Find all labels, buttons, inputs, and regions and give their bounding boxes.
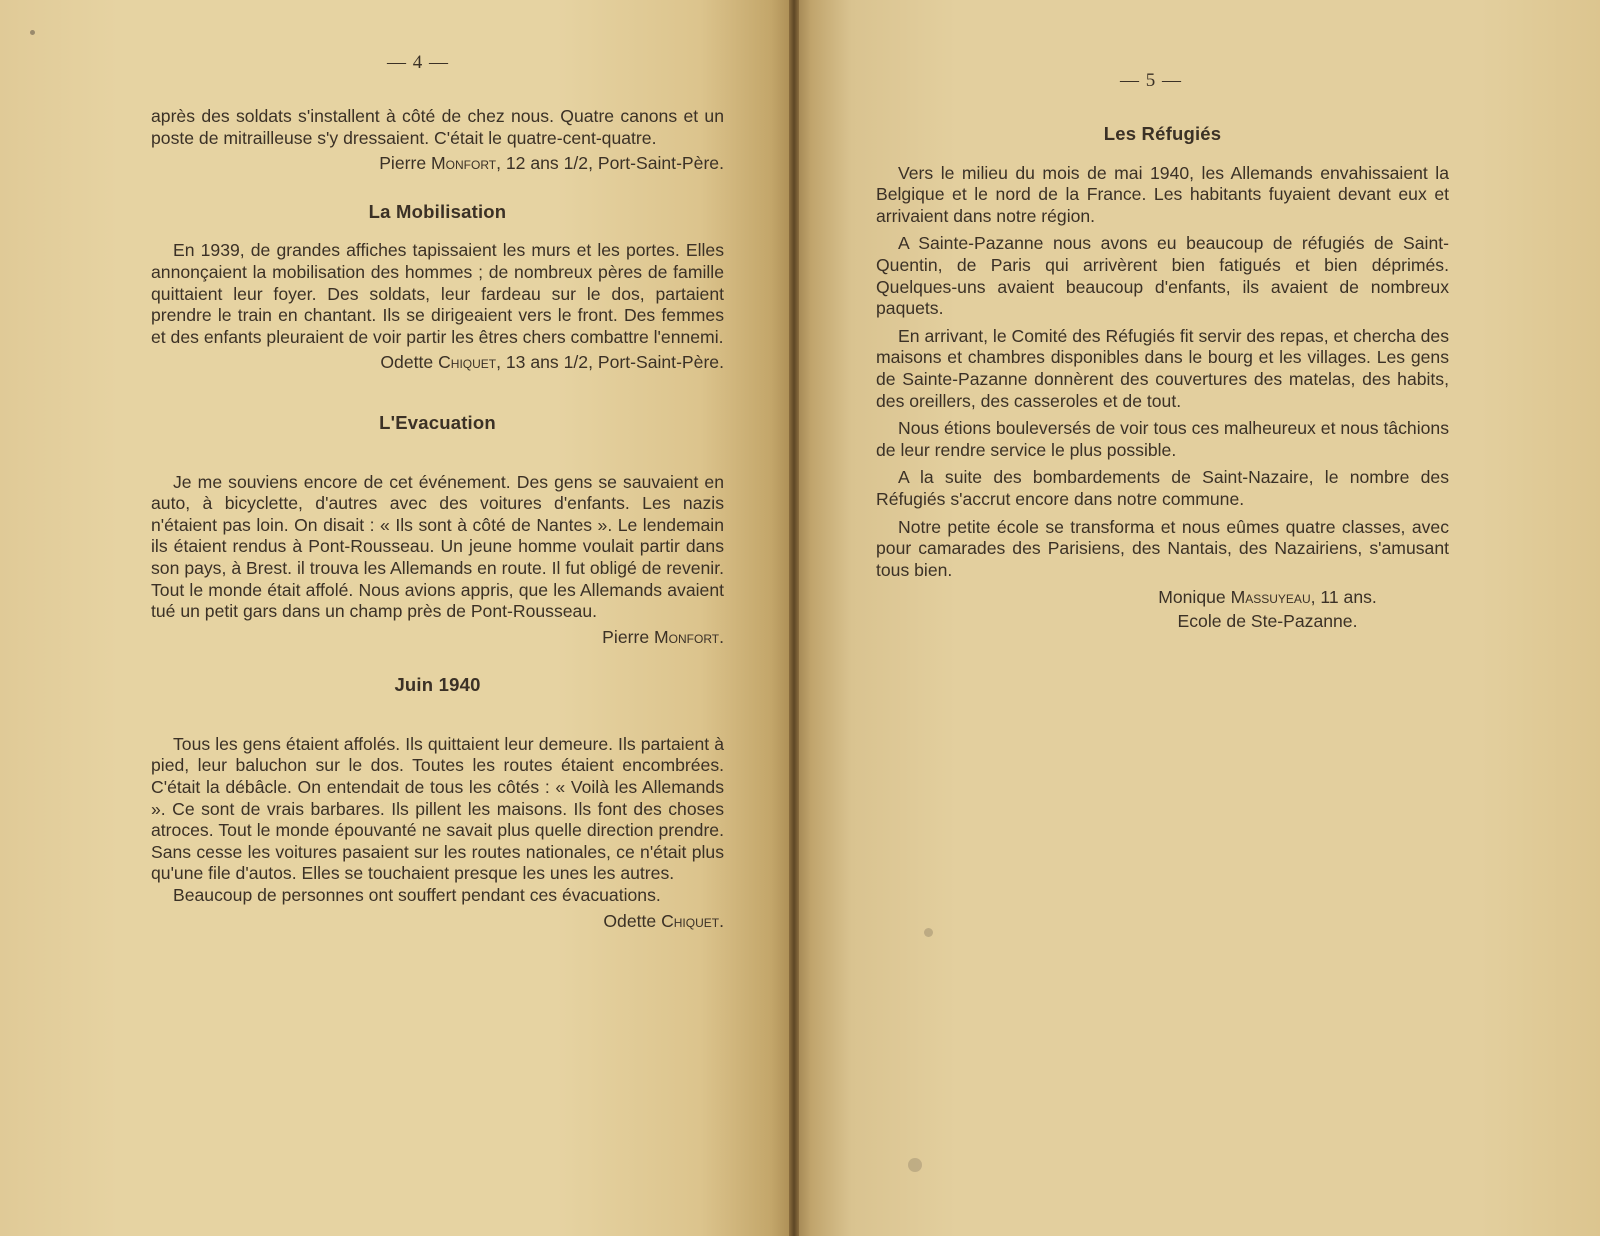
left-column (151, 106, 724, 932)
section-title-mobilisation: La Mobilisation (368, 200, 507, 222)
refugies-paragraph-2: A Sainte-Pazanne nous avons eu beaucoup de réfugiés de Saint-Quentin, de Paris qui arrivèrent bien fatigués et bien déprimés. Quelques-uns avaient beaucoup d'enfants, ils avaient de nombreux paquets. (876, 233, 1449, 319)
paper-speck (908, 1158, 922, 1172)
evacuation-paragraph: Je me souviens encore de cet événement. Des gens se sauvaient en auto, à bicyclette, d'autres avec des voitures d'enfants. Les nazis n'étaient pas loin. On disait : « Ils sont à côté de Nantes ». Le lendemain ils étaient rendus à Pont-Rousseau. Un jeune homme voulait partir dans son pays, à Brest. il trouva les Allemands en route. Il fut obligé de revenir. Tout le monde était affolé. Nous avions appris, que les Allemands avaient tué un petit gars dans un champ près de Pont-Rousseau. (151, 471, 724, 622)
section-title-evacuation: L'Evacuation (379, 411, 496, 433)
intro-signature: Pierre Monfort, 12 ans 1/2, Port-Saint-Père. (379, 153, 724, 174)
juin-signature: Odette Chiquet. (603, 910, 724, 931)
page-number-right: — 5 — (1120, 70, 1182, 91)
refugies-paragraph-5: A la suite des bombardements de Saint-Nazaire, le nombre des Réfugiés s'accrut encore dans notre commune. (876, 467, 1449, 509)
paper-speck (30, 30, 35, 35)
page-number-left: — 4 — (387, 52, 449, 73)
paper-speck (924, 928, 933, 937)
refugies-paragraph-6: Notre petite école se transforma et nous eûmes quatre classes, avec pour camarades des Parisiens, des Nantais, des Nazairiens, s'amusant tous bien. (876, 516, 1449, 580)
juin-paragraph-closing: Beaucoup de personnes ont souffert pendant ces évacuations. (173, 885, 661, 906)
refugies-paragraph-1: Vers le milieu du mois de mai 1940, les Allemands envahissaient la Belgique et le nord de la France. Les habitants fuyaient devant eux et arrivaient dans notre région. (876, 162, 1449, 226)
right-column (876, 123, 1449, 632)
section-title-refugies: Les Réfugiés (1103, 123, 1222, 144)
evacuation-signature: Pierre Monfort. (602, 626, 724, 647)
refugies-signature: Monique Massuyeau, 11 ans. (1158, 587, 1377, 608)
mobilisation-signature: Odette Chiquet, 13 ans 1/2, Port-Saint-Père. (380, 352, 724, 373)
section-title-juin-1940: Juin 1940 (394, 674, 481, 696)
refugies-paragraph-4: Nous étions bouleversés de voir tous ces malheureux et nous tâchions de leur rendre service le plus possible. (876, 418, 1449, 460)
juin-paragraph: Tous les gens étaient affolés. Ils quittaient leur demeure. Ils partaient à pied, leur baluchon sur le dos. Toutes les routes étaient encombrées. C'était la débâcle. On entendait de tous les côtés : « Voilà les Allemands ». Ce sont de vrais barbares. Ils pillent les maisons. Ils font des choses atroces. Tout le monde épouvanté ne savait plus quelle direction prendre. Sans cesse les voitures pasaient sur les routes nationales, ce n'était plus qu'une file d'autos. Elles se touchaient presque les unes les autres. (151, 733, 724, 884)
refugies-paragraph-3: En arrivant, le Comité des Réfugiés fit servir des repas, et chercha des maisons et chambres disponibles dans le bourg et les villages. Les gens de Sainte-Pazanne donnèrent des couvertures des matelas, des habits, des oreillers, des casseroles et de tout. (876, 325, 1449, 411)
mobilisation-paragraph: En 1939, de grandes affiches tapissaient les murs et les portes. Elles annonçaient la mobilisation des hommes ; de nombreux pères de famille quittaient leur foyer. Des soldats, leur fardeau sur le dos, partaient prendre le train en chantant. Ils se dirigeaient vers le front. Des femmes et des enfants pleuraient de voir partir les êtres chers combattre l'ennemi. (151, 240, 724, 347)
intro-paragraph: après des soldats s'installent à côté de chez nous. Quatre canons et un poste de mitrailleuse s'y dressaient. C'était le quatre-cent-quatre. (151, 106, 724, 148)
refugies-school: Ecole de Ste-Pazanne. (1177, 610, 1358, 631)
book-gutter (789, 0, 799, 1236)
